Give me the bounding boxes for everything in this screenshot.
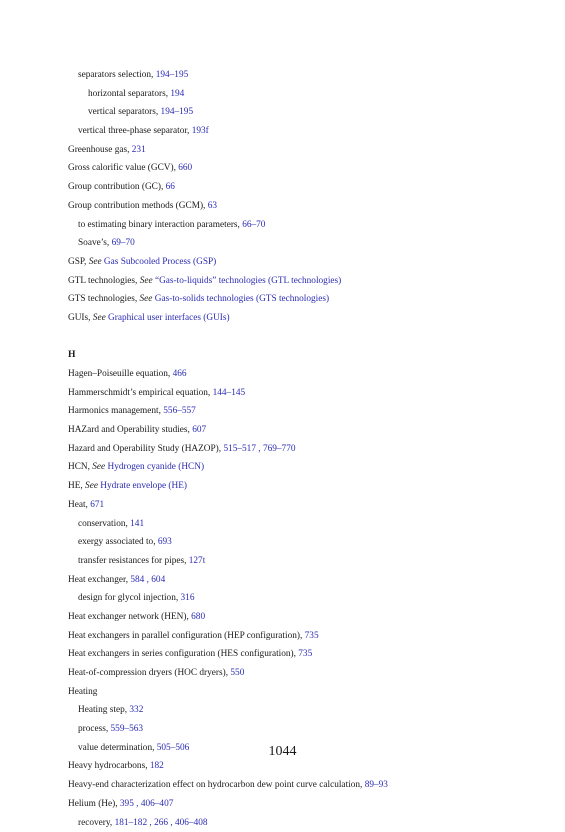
cross-reference-link[interactable]: Gas Subcooled Process (GSP) [104,257,216,267]
page-reference-link[interactable]: 550 [230,668,244,678]
entry-term: separators selection, [78,70,156,80]
page-reference-link[interactable]: 735 [305,631,319,641]
entry-term: HE, [68,481,85,491]
entry-term: GTL technologies, [68,276,140,286]
page-reference-link[interactable]: 671 [90,500,104,510]
index-entry [0,608,565,627]
entry-term: process, [78,724,111,734]
index-entry [0,216,565,235]
entry-term: vertical three-phase separator, [78,126,192,136]
index-entry [0,589,565,608]
index-entry [0,141,565,160]
entry-term: Heavy hydrocarbons, [68,761,150,771]
index-entry [0,683,565,702]
entry-term: Heat exchangers in parallel configuration (HEP configuration), [68,631,305,641]
page-reference-link[interactable]: 66–70 [242,220,265,230]
entry-term: HCN, [68,462,92,472]
entry-term: horizontal separators, [88,89,170,99]
page-reference-link[interactable]: 735 [298,649,312,659]
index-entry [0,458,565,477]
index-entry [0,627,565,646]
see-reference-label: See [89,257,102,267]
entry-term: Heat-of-compression dryers (HOC dryers), [68,668,230,678]
index-entry [0,402,565,421]
cross-reference-link[interactable]: Gas-to-solids technologies (GTS technologies) [155,294,329,304]
page-reference-link[interactable]: 607 [192,425,206,435]
entry-term: to estimating binary interaction parameters, [78,220,242,230]
index-entry [0,384,565,403]
entry-term: Heat exchanger network (HEN), [68,612,191,622]
index-entry [0,66,565,85]
cross-reference-link[interactable]: Graphical user interfaces (GUIs) [108,313,230,323]
page-reference-link[interactable]: 395 , 406–407 [120,799,173,809]
entry-term: GSP, [68,257,89,267]
entry-term: GTS technologies, [68,294,140,304]
index-entry [0,253,565,272]
entry-term: Gross calorific value (GCV), [68,163,178,173]
index-entry [0,272,565,291]
section-letter-heading: H [0,346,565,365]
page-reference-link[interactable]: 144–145 [213,388,246,398]
entry-term: Heat exchanger, [68,575,130,585]
index-entry [0,365,565,384]
index-entry [0,664,565,683]
entry-term: Hagen–Poiseuille equation, [68,369,173,379]
page-reference-link[interactable]: 680 [191,612,205,622]
index-entry [0,103,565,122]
entry-term: exergy associated to, [78,537,158,547]
page-reference-link[interactable]: 584 , 604 [130,575,165,585]
page-reference-link[interactable]: 66 [166,182,175,192]
page-reference-link[interactable]: 69–70 [112,238,135,248]
index-entry [0,122,565,141]
index-entry [0,159,565,178]
index-entry [0,720,565,739]
index-entry [0,421,565,440]
index-entry [0,496,565,515]
entry-term: transfer resistances for pipes, [78,556,189,566]
page-reference-link[interactable]: 193f [192,126,209,136]
page-reference-link[interactable]: 63 [208,201,217,211]
index-list [0,66,565,832]
see-reference-label: See [92,462,105,472]
entry-term: Heating [68,687,97,697]
index-entry [0,197,565,216]
index-entry [0,701,565,720]
entry-term: Heat exchangers in series configuration (HES configuration), [68,649,298,659]
page-reference-link[interactable]: 556–557 [163,406,196,416]
page-reference-link[interactable]: 89–93 [365,780,388,790]
entry-term: Heat, [68,500,90,510]
see-reference-label: See [93,313,106,323]
entry-term: Heavy-end characterization effect on hydrocarbon dew point curve calculation, [68,780,365,790]
page-reference-link[interactable]: 194 [170,89,184,99]
page-reference-link[interactable]: 660 [178,163,192,173]
entry-term: Soave’s, [78,238,112,248]
cross-reference-link[interactable]: Hydrate envelope (HE) [100,481,187,491]
page-reference-link[interactable]: 231 [132,145,146,155]
entry-term: conservation, [78,519,130,529]
page-reference-link[interactable]: 559–563 [111,724,144,734]
index-entry [0,178,565,197]
index-entry [0,290,565,309]
page-reference-link[interactable]: 194–195 [156,70,189,80]
index-entry [0,814,565,832]
entry-term: Group contribution methods (GCM), [68,201,208,211]
index-entry [0,645,565,664]
index-entry [0,533,565,552]
entry-term: GUIs, [68,313,93,323]
index-entry [0,776,565,795]
index-entry [0,571,565,590]
index-entry [0,85,565,104]
entry-term: design for glycol injection, [78,593,181,603]
page-reference-link[interactable]: 505–506 [157,743,190,753]
section-gap [0,328,565,347]
index-entry [0,234,565,253]
index-entry [0,757,565,776]
entry-term: HAZard and Operability studies, [68,425,192,435]
index-entry [0,440,565,459]
cross-reference-link[interactable]: Hydrogen cyanide (HCN) [108,462,205,472]
entry-term: Harmonics management, [68,406,163,416]
entry-term: Hazard and Operability Study (HAZOP), [68,444,223,454]
see-reference-label: See [140,294,153,304]
page-number: 1044 [0,744,565,760]
entry-term: recovery, [78,818,115,828]
page-reference-link[interactable]: 466 [173,369,187,379]
see-reference-label: See [140,276,153,286]
entry-term: Heating step, [78,705,129,715]
page-reference-link[interactable]: 182 [150,761,164,771]
entry-term: Hammerschmidt’s empirical equation, [68,388,213,398]
page-reference-link[interactable]: 141 [130,519,144,529]
see-reference-label: See [85,481,98,491]
entry-term: Helium (He), [68,799,120,809]
page-reference-link[interactable]: 515–517 , 769–770 [223,444,295,454]
entry-term: vertical separators, [88,107,161,117]
index-entry [0,477,565,496]
cross-reference-link[interactable]: “Gas-to-liquids” technologies (GTL technologies) [155,276,341,286]
page-reference-link[interactable]: 194–195 [161,107,194,117]
index-entry [0,309,565,328]
page-reference-link[interactable]: 127t [189,556,206,566]
entry-term: Group contribution (GC), [68,182,166,192]
entry-term: value determination, [78,743,157,753]
page-reference-link[interactable]: 181–182 , 266 , 406–408 [115,818,208,828]
entry-term: Greenhouse gas, [68,145,132,155]
index-entry [0,795,565,814]
page-reference-link[interactable]: 316 [181,593,195,603]
index-entry [0,552,565,571]
page-reference-link[interactable]: 693 [158,537,172,547]
index-entry [0,515,565,534]
page-reference-link[interactable]: 332 [129,705,143,715]
